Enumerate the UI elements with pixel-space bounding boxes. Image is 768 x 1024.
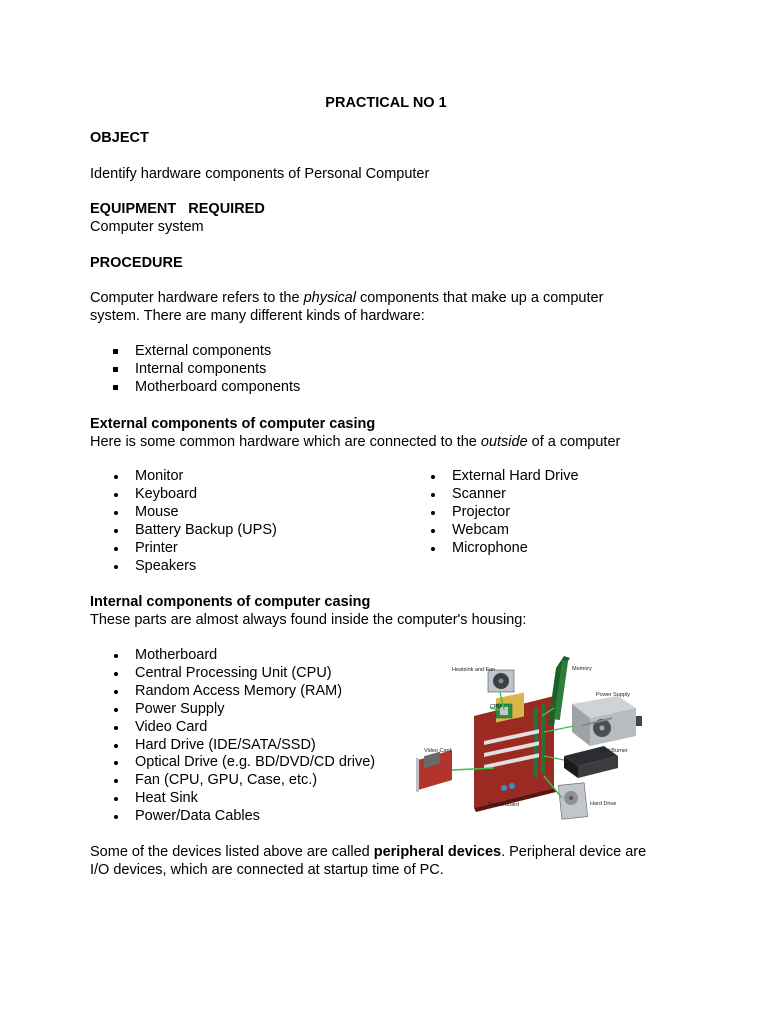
list-item: Projector <box>407 504 579 522</box>
list-item: Keyboard <box>90 486 277 504</box>
list-item: Microphone <box>407 540 579 558</box>
list-item: Power Supply <box>90 701 375 719</box>
external-description <box>90 433 620 451</box>
external-heading: External components of computer casing <box>90 416 376 432</box>
list-item: External Hard Drive <box>407 468 579 486</box>
label-hard-drive: Hard Drive <box>590 801 617 807</box>
closing-paragraph <box>90 843 677 879</box>
closing-bold: peripheral devices <box>373 844 502 860</box>
list-item: Motherboard <box>90 647 375 665</box>
equipment-heading: EQUIPMENT REQUIRED <box>90 201 265 217</box>
closing-line-2: I/O devices, which are connected at startup time of PC. <box>90 862 444 878</box>
intro-line-2: system. There are many different kinds of hardware: <box>90 308 425 324</box>
list-item: Fan (CPU, GPU, Case, etc.) <box>90 772 375 790</box>
list-item: Printer <box>90 540 277 558</box>
internal-description: These parts are almost always found inside the computer's housing: <box>90 612 527 628</box>
closing-text-start: Some of the devices listed above are called <box>90 844 374 860</box>
list-item: Heat Sink <box>90 790 375 808</box>
page-title: PRACTICAL NO 1 <box>325 95 447 111</box>
label-power-supply: Power Supply <box>596 692 630 698</box>
internal-heading: Internal components of computer casing <box>90 594 371 610</box>
list-item: Power/Data Cables <box>90 808 375 826</box>
label-video-card: Video Card <box>424 748 452 754</box>
object-heading: OBJECT <box>90 130 149 146</box>
list-item: Mouse <box>90 504 277 522</box>
list-item: External components <box>90 343 300 361</box>
list-item: Central Processing Unit (CPU) <box>90 665 375 683</box>
label-memory: Memory <box>572 666 592 672</box>
external-list-left <box>90 468 277 575</box>
hard-drive-illustration <box>558 783 587 820</box>
closing-text-end: . Peripheral device are <box>501 844 647 860</box>
external-desc-start: Here is some common hardware which are connected to the <box>90 434 481 450</box>
external-desc-emphasis: outside <box>480 434 528 450</box>
hardware-kinds-list <box>90 343 300 397</box>
label-cpu: CPU <box>490 704 502 710</box>
external-list-right <box>407 468 579 558</box>
internal-components-figure <box>404 648 648 834</box>
list-item: Motherboard components <box>90 379 300 397</box>
intro-text-start: Computer hardware refers to the <box>90 290 304 306</box>
list-item: Random Access Memory (RAM) <box>90 683 375 701</box>
list-item: Hard Drive (IDE/SATA/SSD) <box>90 737 375 755</box>
label-dvd-burner: Dvd Burner <box>600 748 628 754</box>
list-item: Battery Backup (UPS) <box>90 522 277 540</box>
list-item: Internal components <box>90 361 300 379</box>
list-item: Scanner <box>407 486 579 504</box>
equipment-text: Computer system <box>90 219 204 235</box>
list-item: Monitor <box>90 468 277 486</box>
heatsink-fan-illustration <box>488 670 514 692</box>
list-item: Video Card <box>90 719 375 737</box>
intro-text-end: components that make up a computer <box>355 290 604 306</box>
procedure-heading: PROCEDURE <box>90 255 183 271</box>
label-heatsink: Heatsink and Fan <box>452 667 496 673</box>
label-motherboard: Motherboard <box>488 802 520 808</box>
internal-list <box>90 647 375 826</box>
list-item: Speakers <box>90 558 277 576</box>
external-desc-end: of a computer <box>527 434 621 450</box>
intro-paragraph <box>90 289 677 325</box>
list-item: Webcam <box>407 522 579 540</box>
object-text: Identify hardware components of Personal Computer <box>90 166 430 182</box>
intro-emphasis: physical <box>303 290 356 306</box>
list-item: Optical Drive (e.g. BD/DVD/CD drive) <box>90 754 375 772</box>
